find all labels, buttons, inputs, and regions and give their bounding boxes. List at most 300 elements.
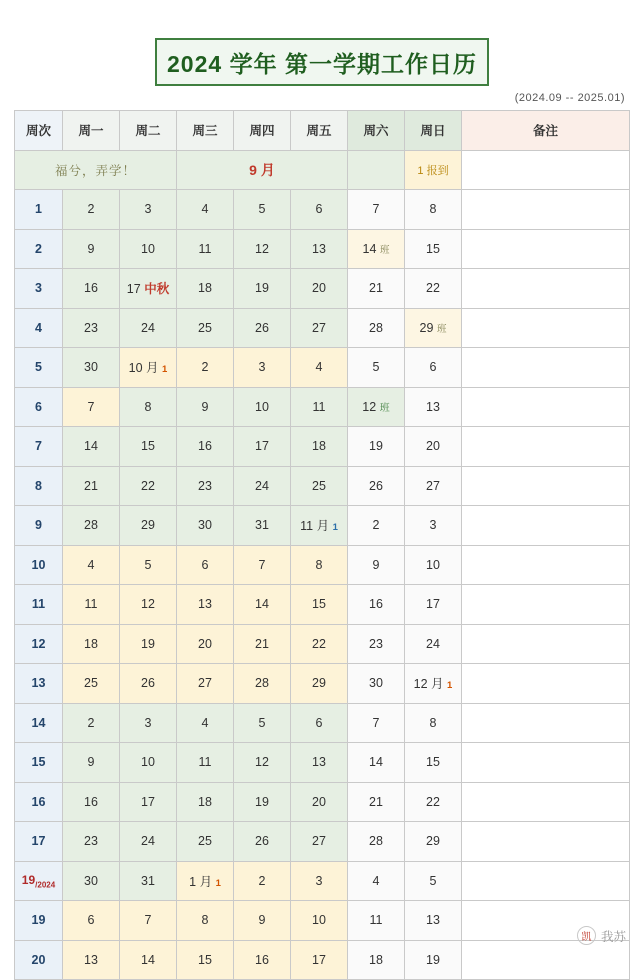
day-cell [177, 664, 234, 704]
day-number: 11 [198, 755, 212, 770]
week-number-cell: 19 [15, 901, 63, 941]
day-number: 12 [255, 755, 269, 770]
banner-slogan-cell [15, 150, 177, 190]
table-row [15, 743, 630, 783]
day-number: 9 [258, 913, 266, 928]
day-cell [234, 822, 291, 862]
day-cell [405, 940, 462, 980]
day-number: 8 [144, 399, 152, 414]
table-row [15, 703, 630, 743]
header-monday: 周一 [63, 111, 120, 151]
table-row [15, 861, 630, 901]
day-number: 13 [426, 399, 440, 414]
day-cell [291, 308, 348, 348]
day-cell [177, 229, 234, 269]
day-number: 20 [198, 636, 212, 651]
day-number: 29 [141, 518, 155, 533]
day-cell [405, 269, 462, 309]
day-number: 25 [312, 478, 326, 493]
table-row [15, 782, 630, 822]
day-cell [120, 506, 177, 546]
day-number: 12 [255, 241, 269, 256]
day-cell [291, 427, 348, 467]
day-cell [348, 664, 405, 704]
day-number: 26 [369, 478, 383, 493]
note-cell[interactable] [462, 466, 630, 506]
day-cell [405, 664, 462, 704]
day-cell [63, 743, 120, 783]
day-number: 18 [198, 281, 212, 296]
note-cell[interactable] [462, 545, 630, 585]
note-cell[interactable] [462, 743, 630, 783]
table-row [15, 427, 630, 467]
day-cell [348, 466, 405, 506]
page-title: 2024 学年 第一学期工作日历 [167, 50, 477, 77]
day-number: 10 [255, 399, 269, 414]
day-number: 2 [258, 873, 266, 888]
watermark-badge-icon: 凯 [577, 926, 596, 945]
day-number: 3 [144, 202, 152, 217]
day-cell [63, 861, 120, 901]
day-cell [63, 308, 120, 348]
day-cell [291, 664, 348, 704]
day-cell [234, 585, 291, 625]
day-cell [120, 308, 177, 348]
day-cell [63, 190, 120, 230]
day-number: 17 [141, 794, 155, 809]
week-number-cell: 3 [15, 269, 63, 309]
banner-sunday-report: 1 报到 [405, 150, 462, 190]
day-cell [234, 229, 291, 269]
day-number: 5 [429, 873, 437, 888]
day-cell [63, 427, 120, 467]
note-cell[interactable] [462, 229, 630, 269]
day-number: 26 [141, 676, 155, 691]
day-cell [120, 822, 177, 862]
header-note: 备注 [462, 111, 630, 151]
day-number: 6 [201, 557, 209, 572]
table-row [15, 466, 630, 506]
day-cell [120, 229, 177, 269]
day-number: 27 [312, 834, 326, 849]
banner-slogan: 福兮，弄学！ [54, 163, 136, 178]
day-number: 18 [84, 636, 98, 651]
day-number: 18 [369, 952, 383, 967]
day-cell [348, 585, 405, 625]
table-row [15, 506, 630, 546]
day-cell [291, 190, 348, 230]
day-number: 22 [426, 281, 440, 296]
day-cell [348, 269, 405, 309]
day-cell [405, 585, 462, 625]
day-cell [234, 782, 291, 822]
day-number: 18 [312, 439, 326, 454]
day-number: 12 [362, 400, 377, 415]
day-cell [234, 466, 291, 506]
day-cell [291, 743, 348, 783]
day-number: 19 [426, 952, 440, 967]
week-number-cell: 7 [15, 427, 63, 467]
day-cell [234, 703, 291, 743]
day-number: 6 [87, 913, 95, 928]
week-number-cell: 20 [15, 940, 63, 980]
day-cell [120, 466, 177, 506]
day-number: 21 [369, 794, 383, 809]
day-number: 9 [201, 399, 209, 414]
day-cell [63, 229, 120, 269]
note-cell[interactable] [462, 940, 630, 980]
day-number: 9 [87, 755, 95, 770]
day-number: 4 [372, 873, 380, 888]
day-cell [177, 506, 234, 546]
day-cell [63, 585, 120, 625]
day-number: 6 [429, 360, 437, 375]
day-number: 3 [258, 360, 266, 375]
watermark-text: 我苏 [600, 929, 626, 944]
day-cell [63, 545, 120, 585]
day-number: 17 [426, 597, 440, 612]
date-range-subtitle: (2024.09 -- 2025.01) [514, 92, 625, 104]
table-row [15, 624, 630, 664]
day-number: 5 [258, 715, 266, 730]
day-number: 3 [429, 518, 437, 533]
day-number: 30 [369, 676, 383, 691]
day-number: 2 [372, 518, 380, 533]
day-cell [63, 466, 120, 506]
day-number: 14 [84, 439, 98, 454]
day-number: 16 [198, 439, 212, 454]
day-cell [234, 940, 291, 980]
day-cell [120, 743, 177, 783]
day-number: 5 [258, 202, 266, 217]
day-cell [291, 269, 348, 309]
day-cell [291, 861, 348, 901]
week-number-cell: 10 [15, 545, 63, 585]
day-number: 17 [312, 952, 326, 967]
day-number: 16 [84, 281, 98, 296]
day-number: 8 [429, 715, 437, 730]
note-cell[interactable] [462, 861, 630, 901]
day-cell [120, 387, 177, 427]
note-cell[interactable] [462, 624, 630, 664]
note-cell[interactable] [462, 387, 630, 427]
day-cell [234, 190, 291, 230]
day-cell [177, 269, 234, 309]
day-number: 22 [312, 636, 326, 651]
day-cell [177, 387, 234, 427]
week-number-cell: 17 [15, 822, 63, 862]
note-cell[interactable] [462, 664, 630, 704]
day-cell [120, 782, 177, 822]
day-number: 17 [126, 282, 141, 297]
day-mark: 1 [162, 364, 168, 376]
day-cell [234, 664, 291, 704]
week-number-cell: 9 [15, 506, 63, 546]
day-number: 18 [198, 794, 212, 809]
day-cell [291, 585, 348, 625]
day-number: 16 [255, 952, 269, 967]
day-mark: 1 [332, 522, 338, 534]
day-number: 6 [315, 715, 323, 730]
day-number: 6 [315, 202, 323, 217]
day-cell [405, 506, 462, 546]
day-number: 10 月 [128, 361, 159, 376]
day-cell [405, 822, 462, 862]
day-number: 28 [255, 676, 269, 691]
day-number: 29 [312, 676, 326, 691]
day-number: 4 [315, 360, 323, 375]
day-number: 27 [426, 478, 440, 493]
day-cell [63, 506, 120, 546]
day-cell [177, 348, 234, 388]
day-number: 19 [255, 281, 269, 296]
day-number: 11 月 [300, 519, 330, 534]
day-number: 2 [87, 715, 95, 730]
day-cell [120, 664, 177, 704]
day-number: 24 [255, 478, 269, 493]
note-cell[interactable] [462, 822, 630, 862]
day-cell [405, 466, 462, 506]
day-number: 28 [84, 518, 98, 533]
day-number: 26 [255, 320, 269, 335]
day-cell [405, 901, 462, 941]
day-number: 19 [255, 794, 269, 809]
day-number: 13 [426, 913, 440, 928]
day-cell [348, 190, 405, 230]
day-cell [177, 703, 234, 743]
day-cell [405, 308, 462, 348]
header-sunday: 周日 [405, 111, 462, 151]
day-number: 20 [312, 281, 326, 296]
table-row [15, 348, 630, 388]
week-number-cell: 1 [15, 190, 63, 230]
day-cell [348, 703, 405, 743]
week-number-cell: 8 [15, 466, 63, 506]
day-number: 7 [372, 715, 380, 730]
day-cell [291, 229, 348, 269]
day-number: 10 [141, 755, 155, 770]
note-cell[interactable] [462, 427, 630, 467]
week-number-cell: 11 [15, 585, 63, 625]
day-cell [120, 703, 177, 743]
table-row [15, 387, 630, 427]
day-number: 30 [84, 873, 98, 888]
day-number: 21 [84, 478, 98, 493]
day-cell [120, 861, 177, 901]
day-number: 28 [369, 320, 383, 335]
day-cell [177, 861, 234, 901]
day-cell [291, 703, 348, 743]
day-cell [348, 861, 405, 901]
day-cell [177, 624, 234, 664]
day-cell [234, 506, 291, 546]
day-number: 13 [198, 597, 212, 612]
day-number: 15 [426, 241, 440, 256]
header-friday: 周五 [291, 111, 348, 151]
day-number: 14 [141, 952, 155, 967]
note-cell[interactable] [462, 782, 630, 822]
day-number: 25 [84, 676, 98, 691]
day-number: 14 [255, 597, 269, 612]
day-cell [120, 585, 177, 625]
note-cell[interactable] [462, 308, 630, 348]
day-cell [291, 822, 348, 862]
table-row [15, 940, 630, 980]
note-cell[interactable] [462, 506, 630, 546]
day-number: 16 [369, 597, 383, 612]
day-cell [291, 901, 348, 941]
day-number: 21 [369, 281, 383, 296]
day-cell [177, 940, 234, 980]
week-number-cell: 13 [15, 664, 63, 704]
day-cell [177, 901, 234, 941]
day-cell [405, 427, 462, 467]
day-cell [120, 348, 177, 388]
work-calendar-table [14, 110, 630, 980]
day-number: 4 [201, 715, 209, 730]
day-mark: 班 [436, 323, 447, 335]
day-number: 22 [426, 794, 440, 809]
header-tuesday: 周二 [120, 111, 177, 151]
header-thursday: 周四 [234, 111, 291, 151]
day-number: 3 [144, 715, 152, 730]
table-row [15, 269, 630, 309]
table-row [15, 664, 630, 704]
week-number-cell: $19_{/2024}$ [15, 861, 63, 901]
day-cell [63, 703, 120, 743]
table-row [15, 190, 630, 230]
title-box [155, 38, 489, 86]
day-number: 20 [312, 794, 326, 809]
day-cell [234, 545, 291, 585]
note-cell[interactable] [462, 348, 630, 388]
day-cell [120, 940, 177, 980]
day-number: 5 [372, 360, 380, 375]
note-cell[interactable] [462, 585, 630, 625]
day-cell [63, 348, 120, 388]
day-number: 30 [198, 518, 212, 533]
day-cell [177, 427, 234, 467]
day-cell [120, 545, 177, 585]
day-number: 23 [84, 834, 98, 849]
table-row [15, 901, 630, 941]
day-cell [405, 387, 462, 427]
calendar-body [15, 150, 630, 980]
day-number: 9 [87, 241, 95, 256]
day-number: 12 月 [413, 677, 444, 692]
day-cell [405, 782, 462, 822]
banner-month: 9 月 [177, 150, 348, 190]
day-number: 11 [198, 241, 212, 256]
day-cell [348, 545, 405, 585]
day-cell [234, 901, 291, 941]
day-number: 24 [141, 834, 155, 849]
day-number: 15 [141, 439, 155, 454]
day-number: 26 [255, 834, 269, 849]
week-number-cell: 5 [15, 348, 63, 388]
day-cell [63, 782, 120, 822]
watermark [577, 926, 626, 945]
day-number: 30 [84, 360, 98, 375]
day-cell [234, 861, 291, 901]
note-cell[interactable] [462, 269, 630, 309]
day-number: 28 [369, 834, 383, 849]
day-cell [234, 348, 291, 388]
day-number: 8 [315, 557, 323, 572]
day-cell [405, 703, 462, 743]
day-number: 24 [426, 636, 440, 651]
day-number: 1 月 [189, 874, 213, 889]
day-number: 2 [201, 360, 209, 375]
month-banner-row [15, 150, 630, 190]
day-cell [405, 743, 462, 783]
day-cell [291, 940, 348, 980]
day-number: 2 [87, 202, 95, 217]
day-number: 29 [419, 320, 434, 335]
day-mark: 中秋 [144, 282, 170, 297]
day-cell [348, 940, 405, 980]
week-number-cell: 16 [15, 782, 63, 822]
day-number: 7 [87, 399, 95, 414]
day-number: 27 [312, 320, 326, 335]
day-cell [348, 427, 405, 467]
day-number: 7 [258, 557, 266, 572]
day-number: 10 [141, 241, 155, 256]
day-cell [405, 624, 462, 664]
day-cell [291, 782, 348, 822]
day-number: 13 [312, 241, 326, 256]
week-number-cell: 14 [15, 703, 63, 743]
day-cell [348, 348, 405, 388]
day-cell [348, 822, 405, 862]
day-mark: 班 [379, 403, 390, 415]
table-row [15, 229, 630, 269]
day-cell [291, 466, 348, 506]
day-cell [291, 624, 348, 664]
day-cell [291, 506, 348, 546]
day-number: 13 [84, 952, 98, 967]
day-cell [348, 743, 405, 783]
day-cell [177, 585, 234, 625]
note-cell[interactable] [462, 703, 630, 743]
day-cell [63, 664, 120, 704]
note-cell[interactable] [462, 190, 630, 230]
day-number: 11 [312, 399, 326, 414]
day-number: 23 [198, 478, 212, 493]
day-number: 13 [312, 755, 326, 770]
day-number: 23 [369, 636, 383, 651]
day-mark: 1 [215, 877, 221, 889]
week-number-cell: 6 [15, 387, 63, 427]
day-number: 14 [362, 241, 377, 256]
day-cell [120, 269, 177, 309]
day-number: 16 [84, 794, 98, 809]
day-cell [177, 822, 234, 862]
banner-saturday-cell [348, 150, 405, 190]
day-number: 19 [141, 636, 155, 651]
day-cell [177, 545, 234, 585]
day-number: 29 [426, 834, 440, 849]
day-mark: 1 [447, 680, 453, 692]
day-number: 3 [315, 873, 323, 888]
day-cell [348, 506, 405, 546]
day-number: 19 [369, 439, 383, 454]
table-row [15, 308, 630, 348]
day-number: 5 [144, 557, 152, 572]
week-number-cell: 4 [15, 308, 63, 348]
week-number-cell: 12 [15, 624, 63, 664]
week-number-cell: 15 [15, 743, 63, 783]
